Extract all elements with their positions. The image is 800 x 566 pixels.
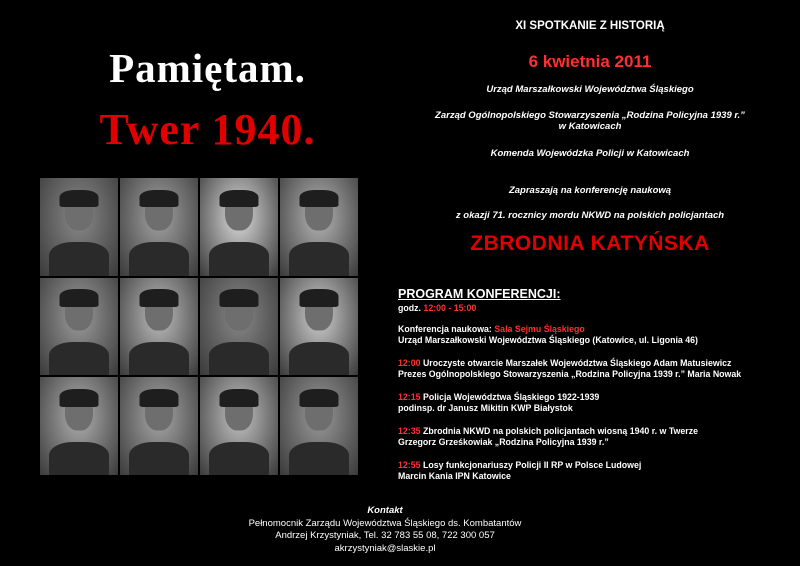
- program-item-speaker: podinsp. dr Janusz Mikitin KWP Białystok: [398, 403, 573, 413]
- officer-portrait: [120, 278, 198, 376]
- officer-portrait: [200, 278, 278, 376]
- title-pamietam: Pamiętam.: [109, 45, 306, 91]
- program-item-title: Losy funkcjonariuszy Policji II RP w Polsce Ludowej: [422, 460, 642, 470]
- program-item-speaker: Marcin Kania IPN Katowice: [398, 471, 511, 481]
- occasion-text: z okazji 71. rocznicy mordu NKWD na polskich policjantach: [455, 210, 725, 221]
- hours-value: 12:00 - 15:00: [423, 303, 477, 313]
- officer-portrait-grid: [40, 178, 358, 475]
- organizer-association-line2: w Katowicach: [558, 121, 622, 132]
- program-item-title: Policja Województwa Śląskiego 1922-1939: [422, 392, 600, 402]
- officer-portrait: [280, 278, 358, 376]
- program-item-speaker: Grzegorz Grześkowiak „Rodzina Policyjna 1939 r.”: [398, 437, 609, 447]
- program-hours: [398, 303, 798, 314]
- contact-line1: Pełnomocnik Zarządu Województwa Śląskiego ds. Kombatantów: [248, 517, 522, 529]
- program-venue: [398, 324, 798, 346]
- officer-portrait: [200, 377, 278, 475]
- program-item-speaker: Prezes Ogólnopolskiego Stowarzyszenia „Rodzina Policyjna 1939 r.” Maria Nowak: [398, 369, 742, 379]
- program-item-time: 12:55: [398, 460, 421, 470]
- headline-zbrodnia-katynska: ZBRODNIA KATYŃSKA: [470, 232, 710, 255]
- invitation-text: Zapraszają na konferencję naukową: [508, 185, 672, 196]
- program-item-time: 12:35: [398, 426, 421, 436]
- officer-portrait: [280, 178, 358, 276]
- program-item: [398, 392, 798, 414]
- contact-footer: [150, 505, 620, 555]
- officer-portrait: [120, 377, 198, 475]
- program-heading: PROGRAM KONFERENCJI:: [398, 287, 561, 301]
- program-item-title: Zbrodnia NKWD na polskich policjantach wiosną 1940 r. w Twerze: [422, 426, 698, 436]
- officer-portrait: [40, 278, 118, 376]
- series-title: XI SPOTKANIE Z HISTORIĄ: [515, 20, 665, 32]
- program-item: [398, 460, 798, 482]
- organizer-police-command: Komenda Wojewódzka Policji w Katowicach: [490, 148, 690, 159]
- program-item-time: 12:15: [398, 392, 421, 402]
- title-twer-1940: Twer 1940.: [99, 105, 316, 154]
- venue-hall: Sala Sejmu Śląskiego: [494, 324, 585, 334]
- program-item-title: Uroczyste otwarcie Marszałek Województwa Śląskiego Adam Matusiewicz: [422, 358, 732, 368]
- event-date: 6 kwietnia 2011: [528, 52, 652, 71]
- venue-address: Urząd Marszałkowski Województwa Śląskiego (Katowice, ul. Ligonia 46): [398, 335, 698, 345]
- officer-portrait: [120, 178, 198, 276]
- venue-label: Konferencja naukowa:: [398, 324, 492, 334]
- officer-portrait: [200, 178, 278, 276]
- contact-label: Kontakt: [367, 505, 403, 516]
- officer-portrait: [40, 178, 118, 276]
- program-item: [398, 426, 798, 448]
- contact-email[interactable]: akrzystyniak@slaskie.pl: [334, 542, 436, 554]
- program-item-time: 12:00: [398, 358, 421, 368]
- contact-line2: Andrzej Krzystyniak, Tel. 32 783 55 08, 722 300 057: [275, 530, 495, 541]
- program-item: [398, 358, 798, 380]
- officer-portrait: [40, 377, 118, 475]
- hours-label: godz.: [398, 303, 421, 313]
- officer-portrait: [280, 377, 358, 475]
- organizer-marshal-office: Urząd Marszałkowski Województwa Śląskiego: [486, 84, 694, 95]
- organizer-association-line1: Zarząd Ogólnopolskiego Stowarzyszenia „Rodzina Policyjna 1939 r.”: [435, 110, 745, 121]
- organizer-association: [400, 110, 780, 132]
